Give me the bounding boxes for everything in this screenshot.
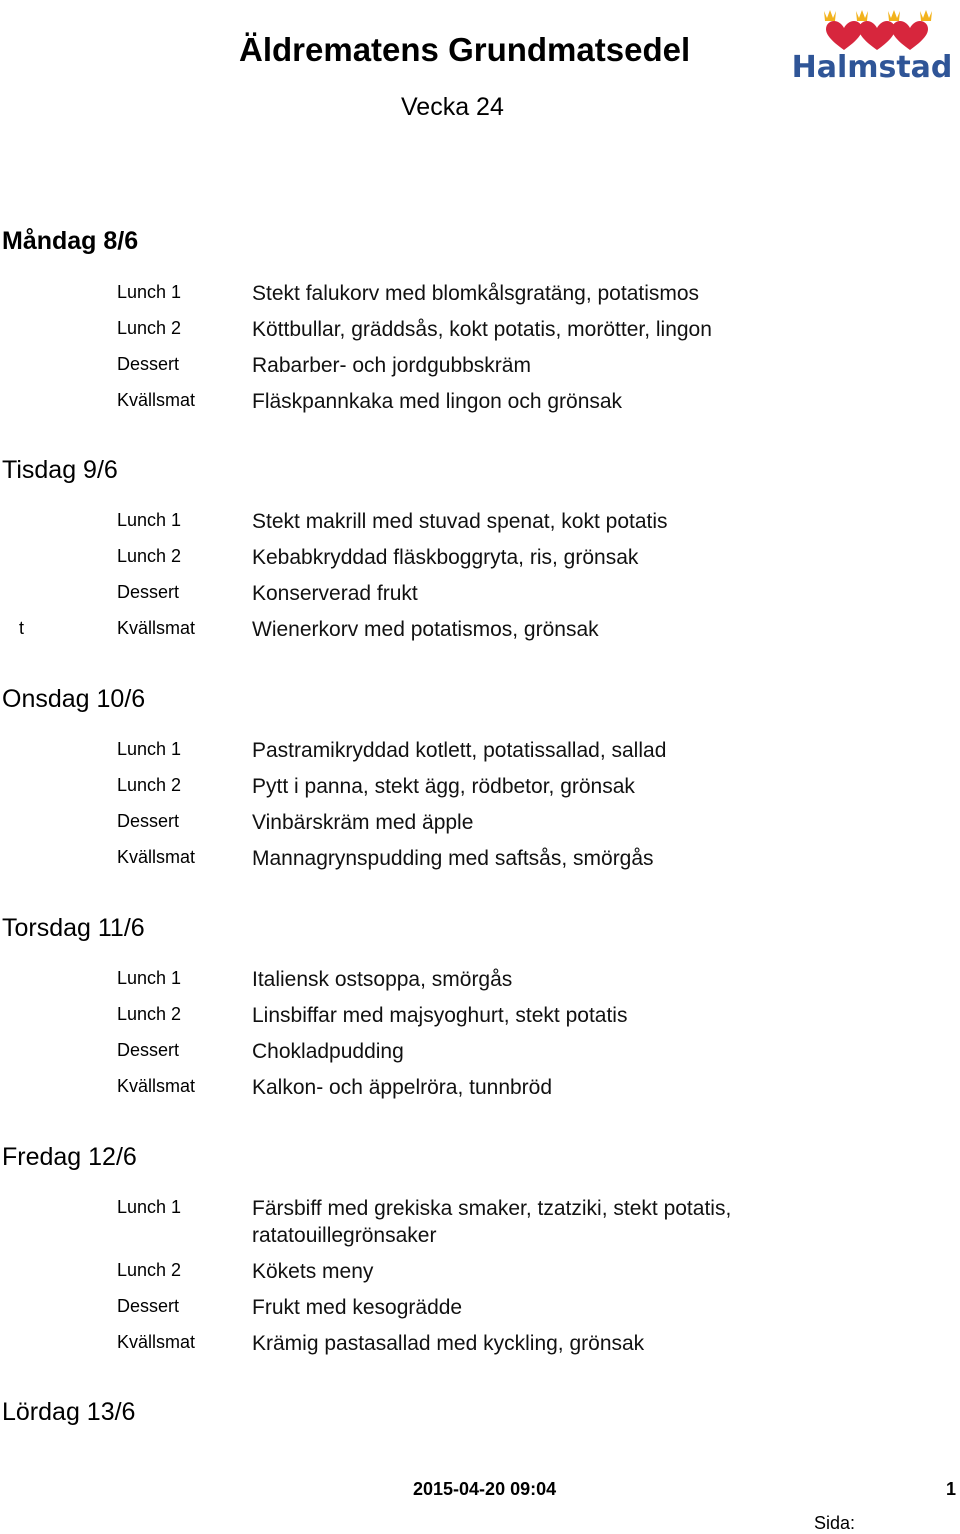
meal-label: Lunch 2	[117, 775, 182, 795]
dish-text: Pastramikryddad kotlett, potatissallad, sallad	[252, 739, 667, 762]
dish-text: Krämig pastasallad med kyckling, grönsak	[252, 1332, 645, 1355]
dish-text: Wienerkorv med potatismos, grönsak	[252, 618, 599, 641]
meal-label: Kvällsmat	[117, 618, 196, 638]
meal-label: Dessert	[117, 1040, 180, 1060]
dish-text: Stekt makrill med stuvad spenat, kokt potatis	[252, 510, 668, 533]
dish-text: Italiensk ostsoppa, smörgås	[252, 968, 513, 991]
dish-text: Frukt med kesogrädde	[252, 1296, 463, 1319]
meal-label: Lunch 1	[117, 282, 182, 302]
dish-text: Rabarber- och jordgubbskräm	[252, 354, 531, 377]
meal-label: Lunch 2	[117, 318, 182, 338]
crown-icon	[824, 10, 932, 21]
meal-label: Dessert	[117, 354, 180, 374]
meal-label: Kvällsmat	[117, 847, 196, 867]
dish-text: Fläskpannkaka med lingon och grönsak	[252, 390, 623, 413]
dish-text: Chokladpudding	[252, 1040, 404, 1063]
dish-text: Linsbiffar med majsyoghurt, stekt potatis	[252, 1004, 628, 1027]
meal-label: Lunch 1	[117, 739, 182, 759]
meal-label: Lunch 2	[117, 1260, 182, 1280]
dish-text: Vinbärskräm med äpple	[252, 811, 474, 834]
meal-label: Lunch 1	[117, 968, 182, 988]
day-heading-friday: Fredag 12/6	[2, 1143, 137, 1171]
heart-icon	[826, 21, 928, 50]
meal-label: Kvällsmat	[117, 390, 196, 410]
dish-text: Kalkon- och äppelröra, tunnbröd	[252, 1076, 553, 1099]
stray-character: t	[19, 618, 25, 638]
dish-text: Kebabkryddad fläskboggryta, ris, grönsak	[252, 546, 639, 569]
meal-label: Dessert	[117, 582, 180, 602]
meal-label: Kvällsmat	[117, 1076, 196, 1096]
meal-label: Dessert	[117, 1296, 180, 1316]
meal-label: Kvällsmat	[117, 1332, 196, 1352]
dish-text: Stekt falukorv med blomkålsgratäng, potatismos	[252, 282, 700, 305]
week-label: Vecka 24	[401, 93, 504, 121]
meal-label: Lunch 2	[117, 546, 182, 566]
footer-date: 2015-04-20 09:04	[413, 1479, 557, 1499]
dish-text: Konserverad frukt	[252, 582, 418, 605]
meal-label: Dessert	[117, 811, 180, 831]
dish-text: Kökets meny	[252, 1260, 374, 1283]
day-heading-saturday: Lördag 13/6	[2, 1398, 136, 1426]
day-heading-tuesday: Tisdag 9/6	[2, 456, 118, 484]
meal-label: Lunch 1	[117, 1197, 182, 1217]
dish-text: Färsbiff med grekiska smaker, tzatziki, stekt potatis, ratatouillegrönsaker	[252, 1197, 732, 1247]
logo-text: Halmstad	[791, 50, 953, 82]
halmstad-logo	[790, 6, 955, 82]
footer-page-number: 1	[946, 1479, 957, 1499]
dish-text: Mannagrynspudding med saftsås, smörgås	[252, 847, 654, 870]
day-heading-thursday: Torsdag 11/6	[2, 914, 145, 942]
footer-page-label: Sida:	[814, 1513, 856, 1533]
day-heading-monday: Måndag 8/6	[2, 227, 139, 255]
day-heading-wednesday: Onsdag 10/6	[2, 685, 146, 713]
page-title: Äldrematens Grundmatsedel	[239, 31, 691, 68]
meal-label: Lunch 2	[117, 1004, 182, 1024]
meal-label: Lunch 1	[117, 510, 182, 530]
dish-text: Köttbullar, gräddsås, kokt potatis, morötter, lingon	[252, 318, 712, 341]
dish-text: Pytt i panna, stekt ägg, rödbetor, grönsak	[252, 775, 635, 798]
